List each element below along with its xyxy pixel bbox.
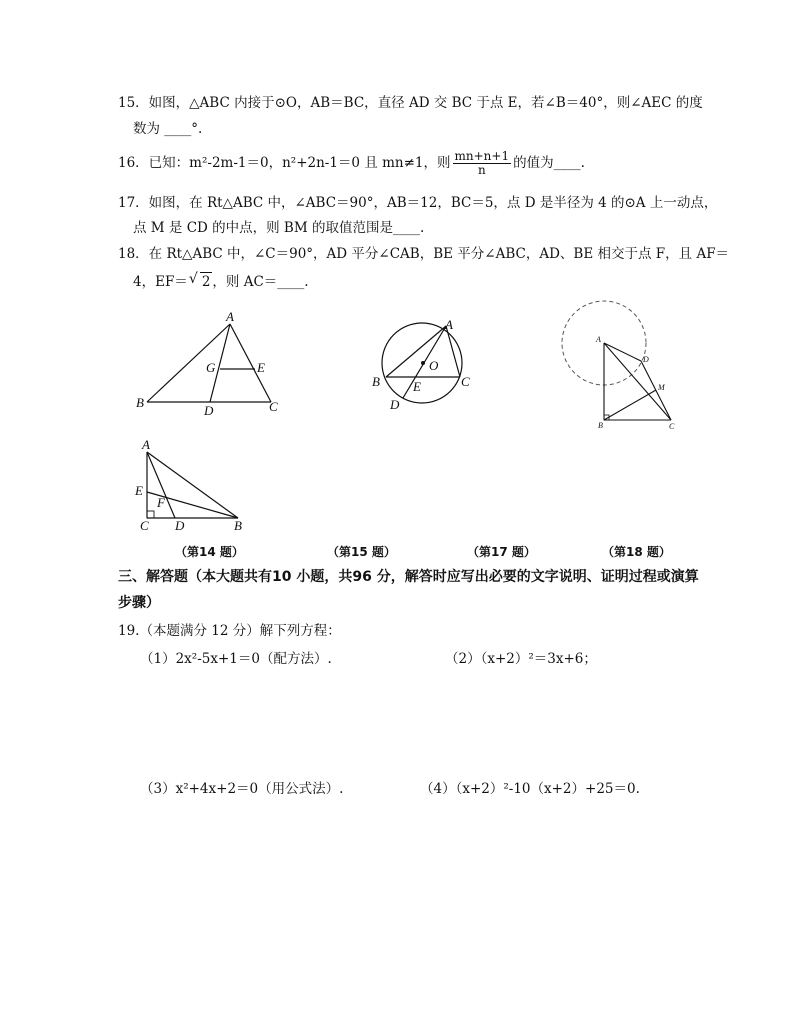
fig15-label-c: C — [461, 374, 470, 389]
fig15-label-a: A — [445, 317, 453, 332]
fig14-label-e: E — [257, 360, 265, 375]
fig18-label-f: F — [157, 495, 165, 510]
fig17-label-d: D — [643, 355, 649, 364]
q19-part1: （1）2x²-5x+1＝0（配方法）. — [140, 651, 332, 667]
q17-line2: 点 M 是 CD 的中点，则 BM 的取值范围是____. — [133, 220, 425, 236]
section-3-heading-line1: 三、解答题（本大题共有10 小题，共96 分，解答时应写出必要的文字说明、证明过程或演算 — [118, 569, 699, 585]
fig18-label-b: B — [234, 518, 242, 533]
q16 — [118, 148, 585, 178]
figure-17 — [555, 296, 685, 436]
fig15-label-o: O — [429, 358, 439, 373]
fig18-label-a: A — [142, 437, 150, 452]
fig14-label-a: A — [226, 309, 234, 324]
fig15-label-e: E — [413, 379, 421, 394]
q16-prefix: 16．已知：m²-2m-1＝0，n²+2n-1＝0 且 mn≠1，则 — [118, 155, 451, 171]
figure-15 — [365, 308, 485, 418]
fig17-label-c: C — [669, 422, 675, 431]
fig14-label-g: G — [206, 360, 216, 375]
figure-18 — [130, 432, 250, 536]
section-3-heading-line2: 步骤） — [118, 595, 160, 611]
q19-title: 19.（本题满分 12 分）解下列方程： — [118, 623, 341, 639]
q17-line1: 17．如图，在 Rt△ABC 中，∠ABC＝90°，AB＝12，BC＝5，点 D 是半径为 4 的⊙A 上一动点， — [118, 195, 718, 211]
fig17-label-a: A — [596, 335, 601, 344]
fig17-label-b: B — [598, 421, 603, 430]
q19-part3: （3）x²+4x+2＝0（用公式法）. — [140, 781, 344, 797]
fig15-label-d: D — [390, 397, 400, 412]
q18-line2-prefix: 4，EF＝ — [133, 274, 188, 290]
figure-14 — [130, 308, 290, 418]
q18-sqrt: √ 2 — [200, 272, 213, 291]
q18-line1: 18．在 Rt△ABC 中，∠C＝90°，AD 平分∠CAB，BE 平分∠ABC，AD、BE 相交于点 F，且 AF＝ — [118, 246, 730, 262]
fig14-label-c: C — [269, 399, 278, 414]
fig18-label-e: E — [135, 483, 143, 498]
q15-line2: 数为 ____°. — [133, 121, 203, 137]
q15-line1: 15．如图，△ABC 内接于⊙O，AB＝BC，直径 AD 交 BC 于点 E，若∠B＝40°，则∠AEC 的度 — [118, 95, 703, 111]
fig18-label-c: C — [140, 518, 149, 533]
q18-line2-suffix: ，则 AC＝____. — [212, 274, 309, 290]
caption-17: （第17 题） — [467, 545, 536, 559]
q16-fraction — [453, 150, 512, 177]
caption-15: （第15 题） — [327, 545, 396, 559]
q16-frac-den: n — [477, 163, 486, 177]
caption-18: （第18 题） — [602, 545, 671, 559]
fig15-label-b: B — [372, 374, 380, 389]
fig18-label-d: D — [175, 518, 185, 533]
q16-suffix: 的值为____. — [513, 155, 585, 171]
q19-part4: （4）（x+2）²-10（x+2）+25＝0. — [420, 781, 640, 797]
q19-part2: （2）（x+2）²＝3x+6； — [445, 651, 597, 667]
fig17-label-m: M — [658, 383, 665, 392]
q16-frac-num: mn+n+1 — [454, 149, 510, 163]
q18-line2 — [133, 272, 309, 291]
caption-14: （第14 题） — [175, 545, 244, 559]
fig14-label-d: D — [204, 403, 214, 418]
fig14-label-b: B — [136, 395, 144, 410]
